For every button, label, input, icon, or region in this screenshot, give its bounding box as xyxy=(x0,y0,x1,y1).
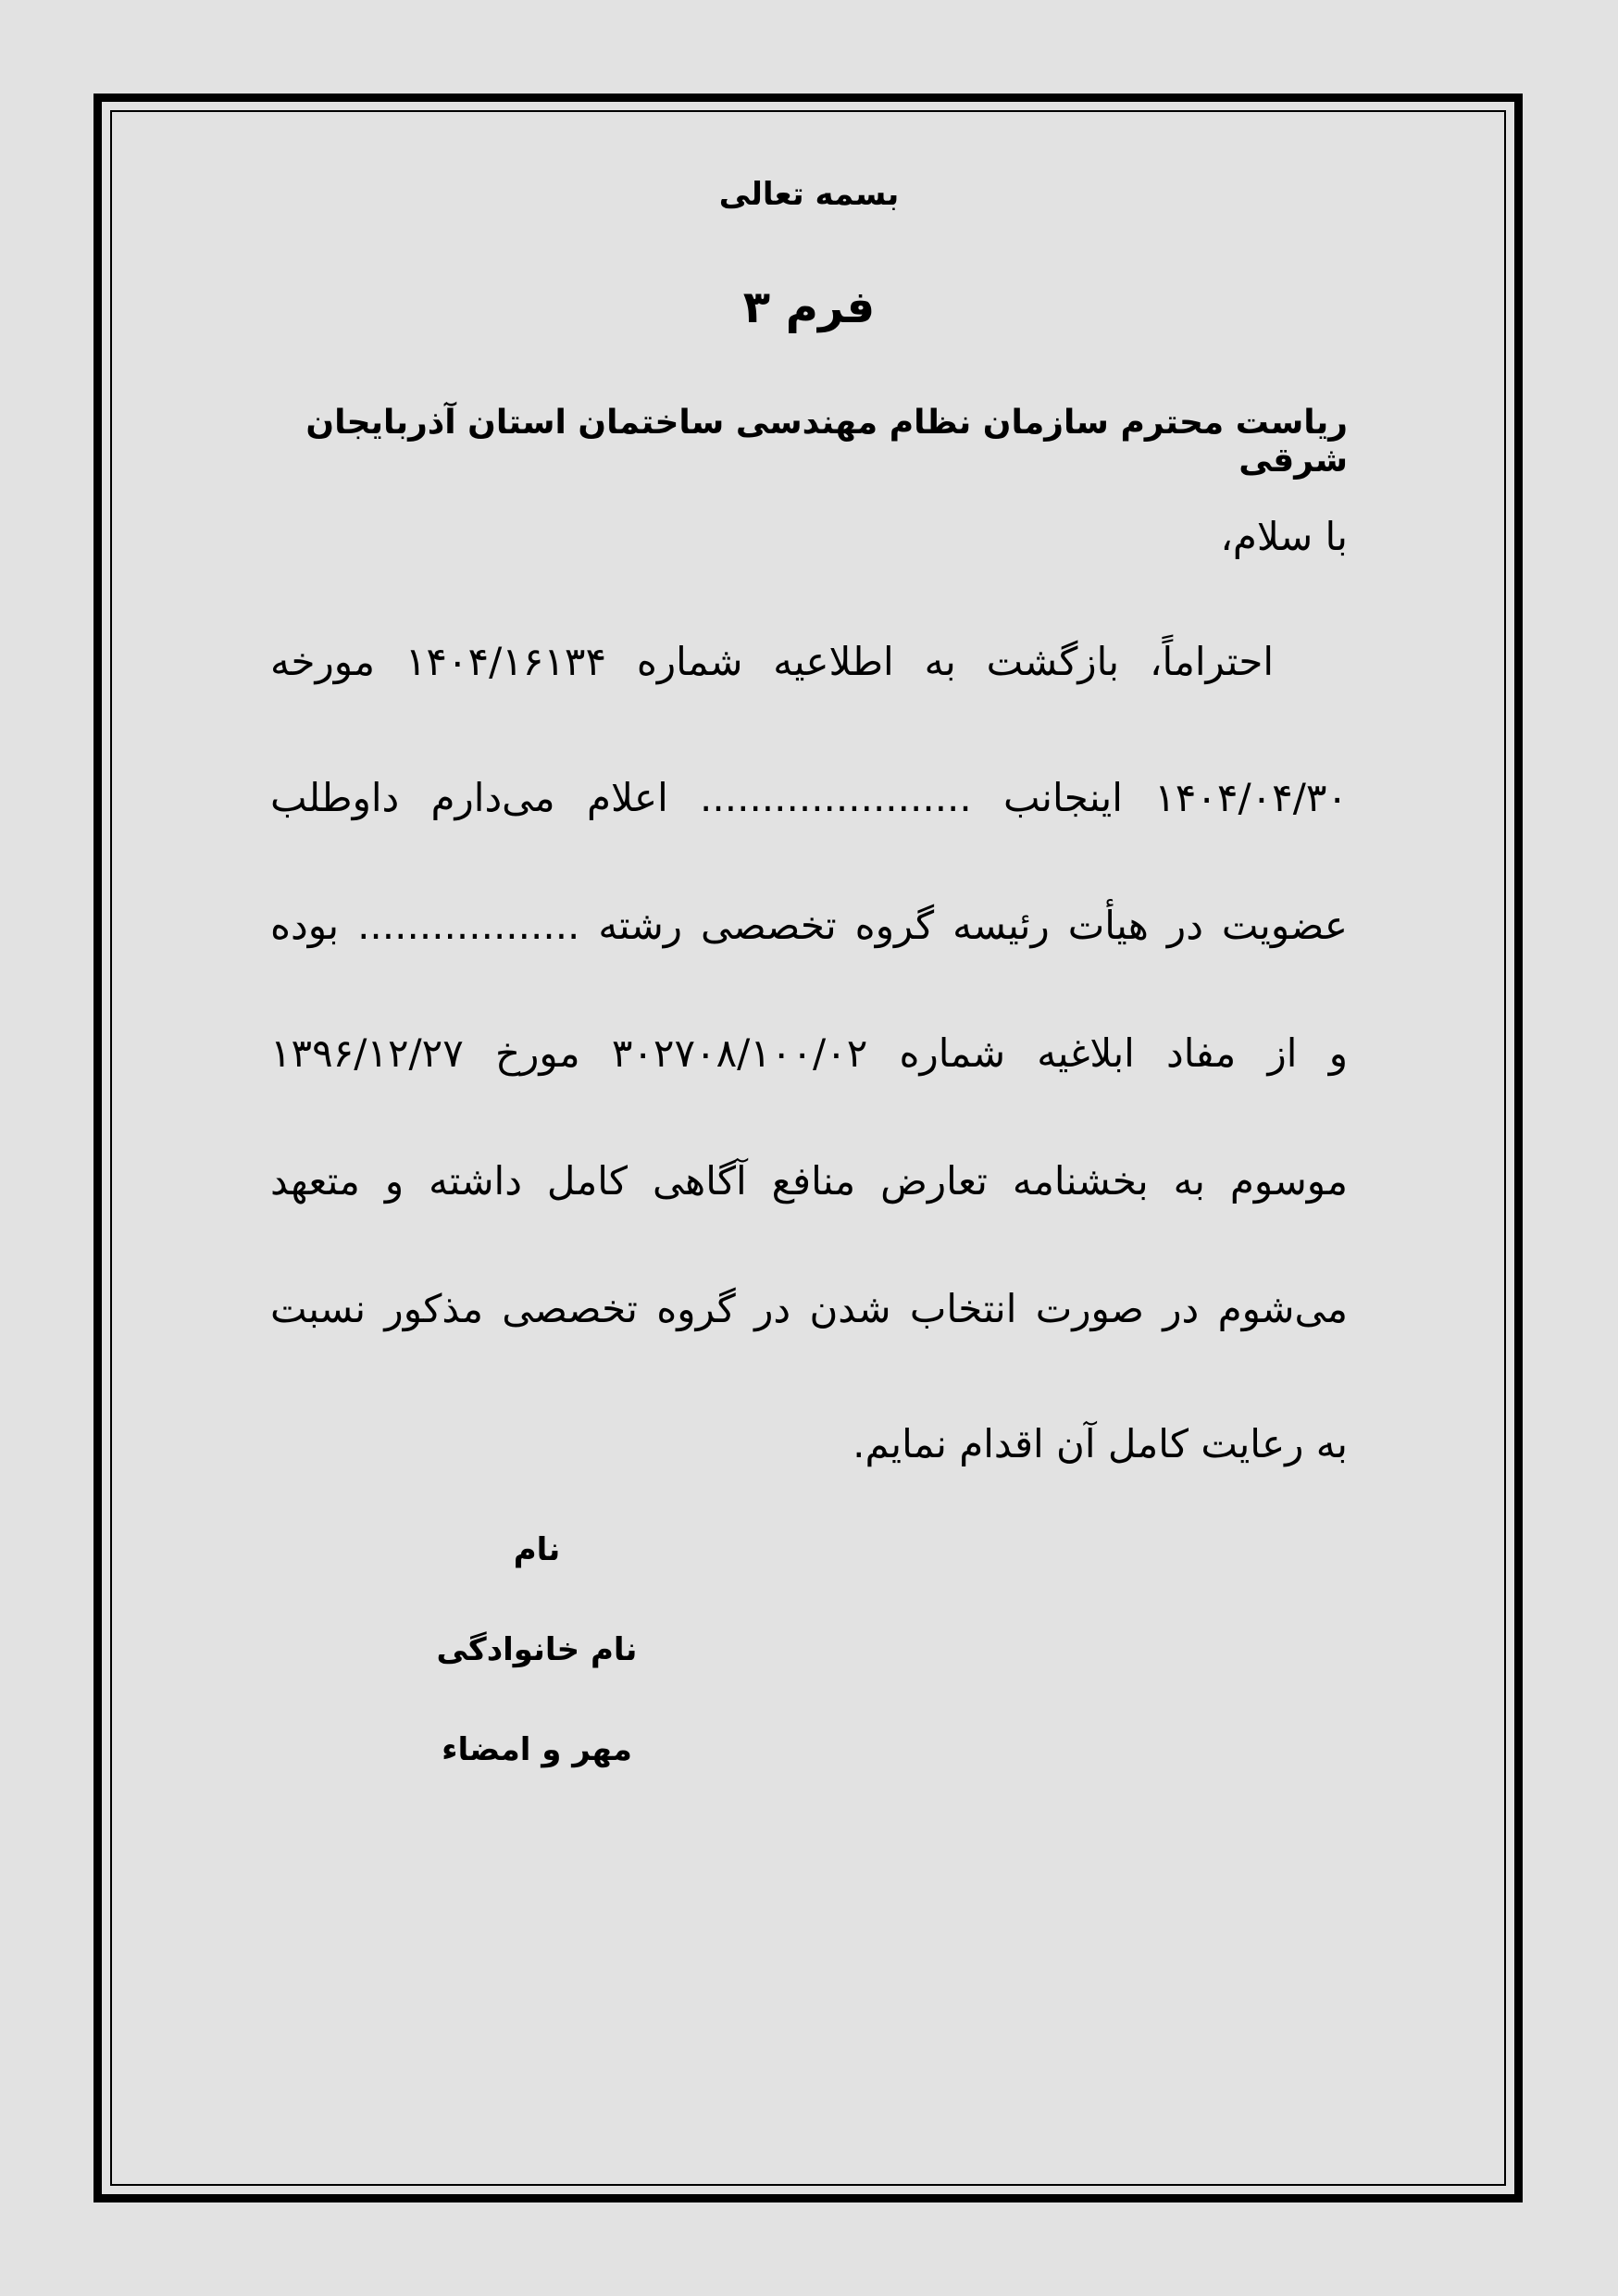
basmala-heading: بسمه تعالی xyxy=(718,176,900,213)
body-line-5: موسوم به بخشنامه تعارض منافع آگاهی کامل داشته و متعهد xyxy=(270,1158,1348,1204)
body-line-3: عضویت در هیأت رئیسه گروه تخصصی رشته .................. بوده xyxy=(270,903,1348,948)
body-line-6: می‌شوم در صورت انتخاب شدن در گروه تخصصی مذکور نسبت xyxy=(270,1286,1348,1331)
addressee-line: ریاست محترم سازمان نظام مهندسی ساختمان استان آذربایجان شرقی xyxy=(305,404,1348,480)
body-line-7: به رعایت کامل آن اقدام نمایم. xyxy=(853,1421,1348,1466)
signature-seal-label: مهر و امضاء xyxy=(442,1731,632,1768)
signature-family-label: نام خانوادگی xyxy=(436,1631,638,1668)
body-line-2: ۱۴۰۴/۰۴/۳۰ اینجانب ...................... اعلام می‌دارم داوطلب xyxy=(270,775,1348,820)
greeting-line: با سلام، xyxy=(1220,514,1348,559)
signature-name-label: نام xyxy=(513,1531,561,1568)
body-line-1: احتراماً، بازگشت به اطلاعیه شماره ۱۴۰۴/۱۶۱۳۴ مورخه xyxy=(270,639,1274,684)
form-title: فرم ۳ xyxy=(742,281,876,333)
body-line-4: و از مفاد ابلاغیه شماره ۳۰۲۷۰۸/۱۰۰/۰۲ مورخ ۱۳۹۶/۱۲/۲۷ xyxy=(270,1030,1348,1076)
